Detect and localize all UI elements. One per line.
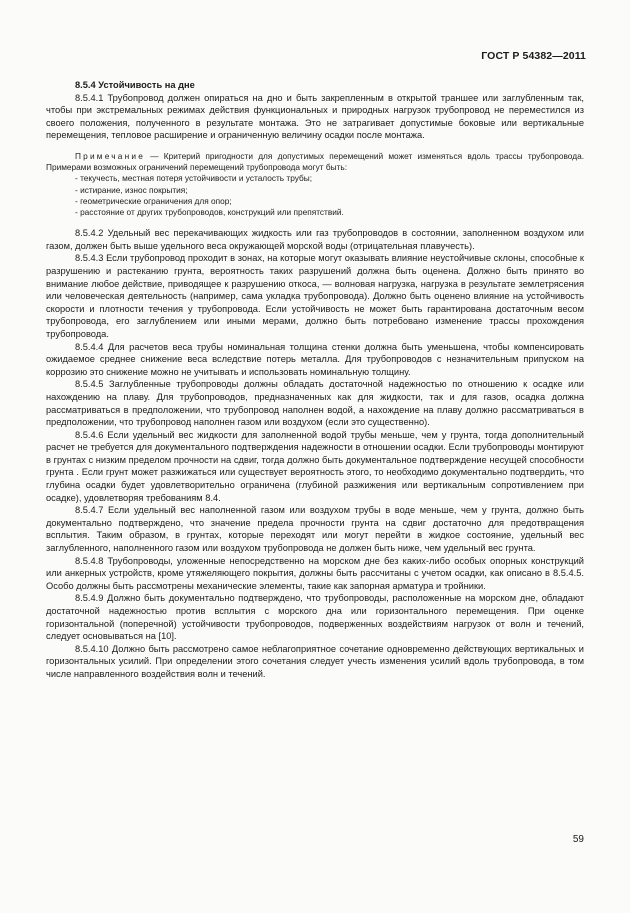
document-body [46, 79, 584, 681]
paragraph-8-5-4-2: 8.5.4.2 Удельный вес перекачивающих жидкость или газ трубопроводов в состоянии, заполненном воздухом или газом, должен быть выше удельного веса окружающей морской воды (отрицательная плавучесть). [46, 228, 584, 251]
note-label: Примечание [75, 150, 146, 161]
note-list [46, 173, 584, 218]
note-list-item: - текучесть, местная потеря устойчивости и усталость трубы; [75, 173, 313, 184]
paragraph-8-5-4-10: 8.5.4.10 Должно быть рассмотрено самое неблагоприятное сочетание одновременно действующих вертикальных и горизонтальных усилий. При определении этого сочетания следует учесть изменения усилий вдоль трубопровода, в том числе направленного воздействия волн и течений. [46, 643, 584, 679]
paragraph-8-5-4-1: 8.5.4.1 Трубопровод должен опираться на дно и быть закрепленным в открытой траншее или заглубленным так, чтобы при экстремальных режимах действия функциональных и природных нагрузок трубопровод не переместился из своего положения, полученного в результате монтажа. Это не затрагивает допустимые боковые или вертикальные перемещения, тепловое расширение и ограниченную величину осадки после монтажа. [46, 92, 584, 141]
note-list-item: - истирание, износ покрытия; [75, 184, 188, 195]
paragraph-8-5-4-8: 8.5.4.8 Трубопроводы, уложенные непосредственно на морском дне без каких-либо особых опорных конструкций или анкерных устройств, кроме утяжеляющего покрытия, должны быть рассчитаны с учетом осадки, как описано в 8.5.4.5. Особо должны быть рассмотрены механические элементы, такие как запорная арматура и тройники. [46, 555, 584, 591]
note-list-item: - расстояние от других трубопроводов, конструкций или препятствий. [75, 206, 344, 217]
paragraph-8-5-4-3: 8.5.4.3 Если трубопровод проходит в зонах, на которые могут оказывать влияние неустойчивые склоны, способные к разрушению и растеканию грунта, вероятность таких разрушений должна быть оценена. Должно быть принято во внимание любое действие, приводящее к разрушению откоса, — волновая нагрузка, нагрузка в результате землетрясения или человеческая деятельность (например, сама укладка трубопровода). Должно быть оценено влияние на устойчивость скорости и плотности течения у трубопровода. Если устойчивость не может быть гарантирована достаточным весом трубопровода, его заглублением или иными мерами, должно быть потребовано изменение трассы прохождения трубопровода. [46, 253, 584, 339]
section-heading: 8.5.4 Устойчивость на дне [75, 80, 195, 90]
paragraph-group [46, 227, 584, 680]
note-list-item: - геометрические ограничения для опор; [75, 195, 232, 206]
note-block [46, 151, 584, 218]
paragraph-8-5-4-4: 8.5.4.4 Для расчетов веса трубы номинальная толщина стенки должна быть уменьшена, чтобы компенсировать ожидаемое среднее снижение веса вследствие потерь металла. Для трубопроводов с незначительным припуском на коррозию это снижение можно не учитывать и использовать номинальную толщину. [46, 341, 584, 377]
paragraph-8-5-4-6: 8.5.4.6 Если удельный вес жидкости для заполненной водой трубы меньше, чем у грунта, тогда дополнительный расчет не требуется для документального подтверждения надежности в отношении осадки. Если трубопроводы монтируют в грунтах с низким пределом прочности на сдвиг, тогда должно быть документальное подтверждение несущей способности грунта . Если грунт может разжижаться или существует вероятность этого, то необходимо документально подтвердить, что глубина осадки будет удовлетворительно ограничена (глубиной разжижения или вертикальным сопротивлением при осадке), удовлетворяя требованиям 8.4. [46, 429, 584, 503]
paragraph-8-5-4-5: 8.5.4.5 Заглубленные трубопроводы должны обладать достаточной надежностью по отношению к осадке или нахождению на плаву. Для трубопроводов, предназначенных как для жидкости, так и для газов, осадка должна рассматриваться в предположении, что трубопровод наполнен водой, а нахождение на плаву должно рассматриваться в предположении, что трубопровод наполнен газом или воздухом (если это существенно). [46, 379, 584, 428]
paragraph-8-5-4-9: 8.5.4.9 Должно быть документально подтверждено, что трубопроводы, расположенные на морском дне, обладают достаточной надежностью против всплытия с морского дна или горизонтального перемещения. При оценке горизонтальной (поперечной) устойчивости трубопроводов, подверженных воздействиям нагрузок от волн и течений, следует основываться на [10]. [46, 593, 584, 642]
page-number: 59 [572, 834, 584, 845]
note-paragraph [46, 151, 584, 173]
note-text: — Критерий пригодности для допустимых перемещений может изменяться вдоль трассы трубопровода. Примерами возможных ограничений перемещений трубопровода могут быть: [46, 150, 584, 173]
document-header: ГОСТ Р 54382—2011 [481, 50, 586, 62]
paragraph-8-5-4-7: 8.5.4.7 Если удельный вес наполненной газом или воздухом трубы в воде меньше, чем у грунта, должно быть документально подтверждено, что значение предела прочности грунта на сдвиг достаточно для предотвращения всплытия. Таким образом, в грунтах, которые переходят или могут перейти в жидкое состояние, удельный вес заглубленного, наполненного газом или воздухом трубопровода не должен быть ниже, чем удельный вес грунта. [46, 505, 584, 554]
